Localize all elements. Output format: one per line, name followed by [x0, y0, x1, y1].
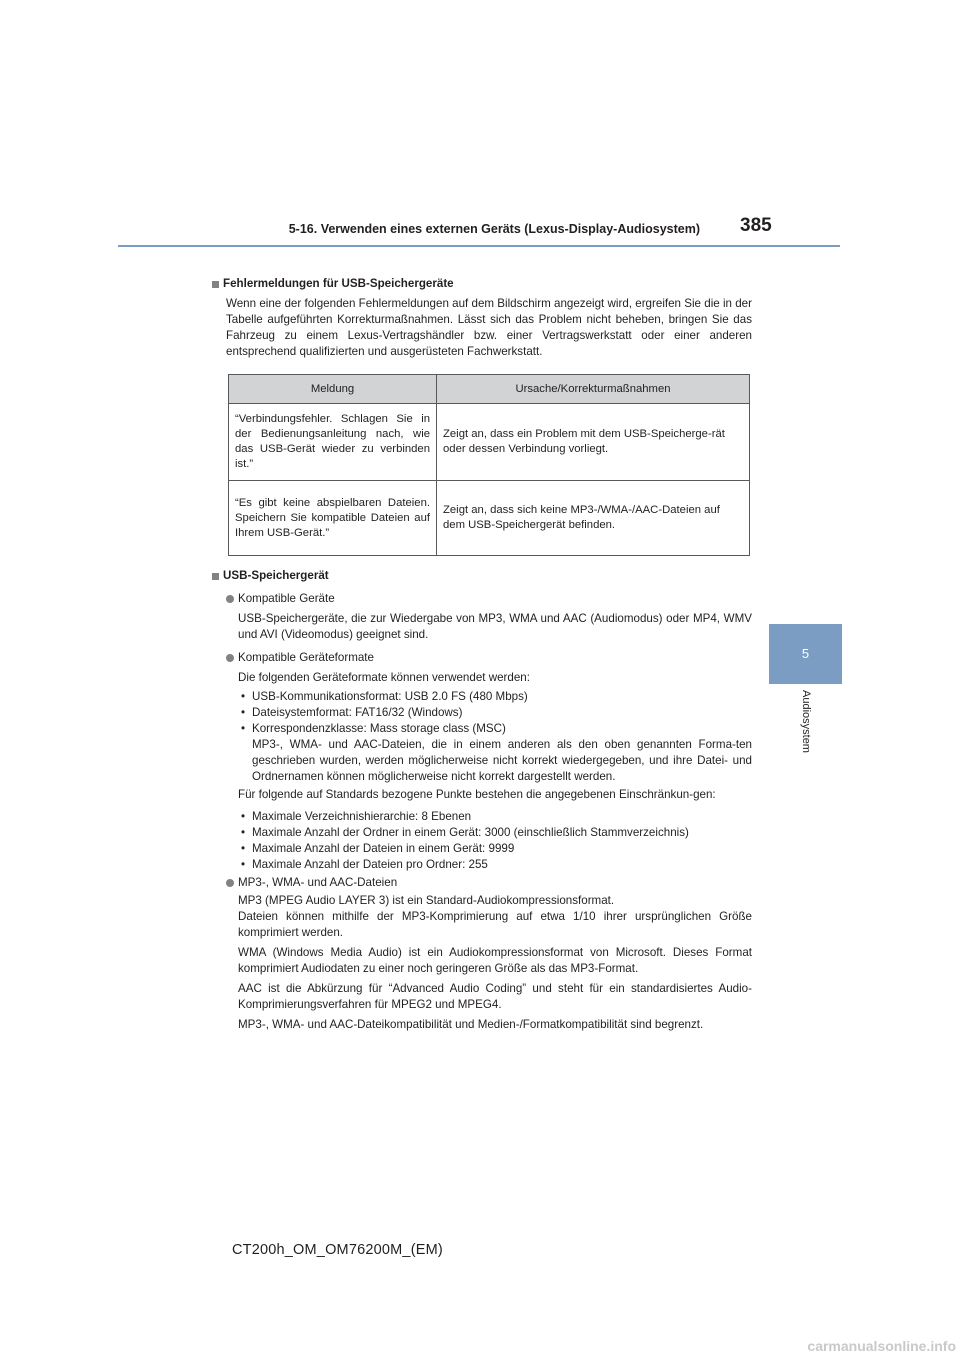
circle-bullet-icon	[226, 879, 234, 887]
page-header	[0, 212, 960, 248]
section-heading-text: USB-Speichergerät	[223, 569, 329, 582]
main-content	[212, 276, 752, 1033]
limits-list	[238, 809, 752, 873]
list-item	[238, 721, 752, 785]
section-heading-errors	[212, 276, 752, 292]
list-item: • Maximale Anzahl der Dateien in einem Gerät: 9999	[238, 841, 752, 857]
format-list	[238, 689, 752, 785]
table-row	[229, 481, 750, 556]
chapter-title: 5-16. Verwenden eines externen Geräts (Lexus-Display-Audiosystem)	[288, 222, 700, 236]
table-row	[229, 404, 750, 481]
table-cell-action: Zeigt an, dass sich keine MP3-/WMA-/AAC-Dateien auf dem USB-Speichergerät befinden.	[437, 481, 750, 556]
chapter-tab-label: Audiosystem	[800, 690, 812, 753]
list-item: • Dateisystemformat: FAT16/32 (Windows)	[238, 705, 752, 721]
square-bullet-icon	[212, 281, 219, 288]
header-divider	[118, 245, 840, 247]
square-bullet-icon	[212, 573, 219, 580]
files-paragraph: Dateien können mithilfe der MP3-Komprimierung auf etwa 1/10 ihrer ursprünglichen Größe komprimiert werden.	[238, 910, 752, 939]
formats-intro-text: Die folgenden Geräteformate können verwendet werden:	[238, 671, 530, 684]
error-message-table	[228, 374, 750, 556]
files-paragraph: WMA (Windows Media Audio) ist ein Audiokompressionsformat von Microsoft. Dieses Format komprimiert Audiodaten zu einer noch geringeren Größe als das MP3-Format.	[238, 946, 752, 975]
limits-intro-text: Für folgende auf Standards bezogene Punkte bestehen die angegebenen Einschränkun-gen:	[238, 788, 716, 801]
list-item: • Maximale Anzahl der Dateien pro Ordner: 255	[238, 857, 752, 873]
subheading-text: MP3-, WMA- und AAC-Dateien	[238, 876, 398, 889]
list-item: • Maximale Verzeichnishierarchie: 8 Ebenen	[238, 809, 752, 825]
page-number: 385	[740, 215, 772, 236]
table-header-message: Meldung	[229, 375, 437, 404]
files-paragraph: MP3 (MPEG Audio LAYER 3) ist ein Standard-Audiokompressionsformat.	[238, 894, 615, 907]
section-heading-usb	[212, 568, 752, 584]
chapter-tab: 5	[769, 624, 842, 684]
subheading-compatible-formats	[226, 650, 752, 666]
files-paragraph: MP3-, WMA- und AAC-Dateikompatibilität und Medien-/Formatkompatibilität sind begrenzt.	[238, 1018, 704, 1031]
subheading-files	[226, 875, 752, 891]
table-header-action: Ursache/Korrekturmaßnahmen	[437, 375, 750, 404]
section-heading-text: Fehlermeldungen für USB-Speichergeräte	[223, 277, 454, 290]
files-paragraph: AAC ist die Abkürzung für “Advanced Audio Coding” und steht für ein standardisiertes Audio-Komprimierungsverfahren für MPEG2 und MPEG4.	[238, 982, 752, 1011]
table-header-row	[229, 375, 750, 404]
table-cell-message: “Es gibt keine abspielbaren Dateien. Speichern Sie kompatible Dateien auf Ihrem USB-Gerät.”	[229, 481, 437, 556]
section-intro-text: Wenn eine der folgenden Fehlermeldungen auf dem Bildschirm angezeigt wird, ergreifen Sie die in der Tabelle aufgeführten Korrekturmaßnahmen. Lässt sich das Problem nicht beheben, bringen Sie das Fahrzeug zu einem Lexus-Vertragshändler bzw. einer Vertragswerkstatt oder einer anderen entsprechend qualifizierten und ausgerüsteten Fachwerkstatt.	[226, 297, 752, 358]
subheading-text: Kompatible Geräteformate	[238, 651, 374, 664]
table-cell-action: Zeigt an, dass ein Problem mit dem USB-Speicherge-rät oder dessen Verbindung vorliegt.	[437, 404, 750, 481]
list-item: • USB-Kommunikationsformat: USB 2.0 FS (480 Mbps)	[238, 689, 752, 705]
table-cell-message: “Verbindungsfehler. Schlagen Sie in der Bedienungsanleitung nach, wie das USB-Gerät wieder zu verbinden ist.”	[229, 404, 437, 481]
circle-bullet-icon	[226, 654, 234, 662]
format-note-text: MP3-, WMA- und AAC-Dateien, die in einem anderen als den oben genannten Forma-ten geschrieben wurden, werden möglicherweise nicht korrekt wiedergegeben, und ihre Datei- und Ordnernamen können möglicherweise nicht korrekt dargestellt werden.	[252, 738, 752, 783]
subheading-text: Kompatible Geräte	[238, 592, 335, 605]
document-code: CT200h_OM_OM76200M_(EM)	[232, 1242, 443, 1258]
list-item-text: Korrespondenzklasse: Mass storage class (MSC)	[252, 722, 506, 735]
compatible-devices-text: USB-Speichergeräte, die zur Wiedergabe von MP3, WMA und AAC (Audiomodus) oder MP4, WMV und AVI (Videomodus) geeignet sind.	[238, 612, 752, 641]
subheading-compatible-devices	[226, 591, 752, 607]
circle-bullet-icon	[226, 595, 234, 603]
list-item: • Maximale Anzahl der Ordner in einem Gerät: 3000 (einschließlich Stammverzeichnis)	[238, 825, 752, 841]
watermark: carmanualsonline.info	[807, 1338, 956, 1354]
